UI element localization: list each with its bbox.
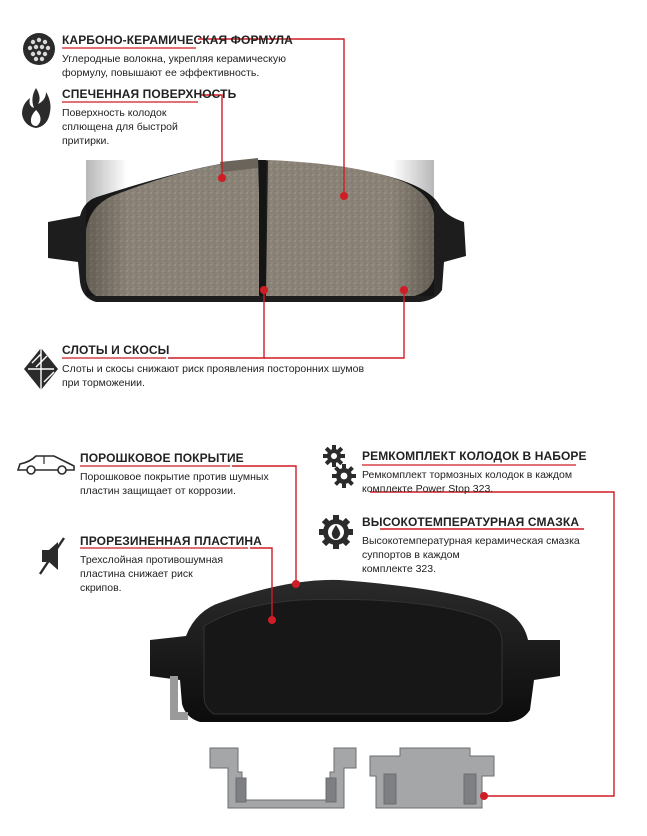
feature-hardware-kit — [362, 449, 587, 496]
feature-title: ПРОРЕЗИНЕННАЯ ПЛАСТИНА — [80, 534, 262, 548]
feature-title: ПОРОШКОВОЕ ПОКРЫТИЕ — [80, 451, 244, 465]
feature-title: СПЕЧЕННАЯ ПОВЕРХНОСТЬ — [62, 87, 237, 101]
feature-description: Высокотемпературная керамическая смазка суппортов в каждом комплекте 323. — [362, 535, 580, 575]
mute-icon — [38, 534, 66, 578]
hardware-clips — [210, 748, 494, 808]
feature-description: Слоты и скосы снижают риск проявления посторонних шумов при торможении. — [62, 363, 365, 389]
feature-high-temp-grease — [362, 515, 580, 576]
feature-title: РЕМКОМПЛЕКТ КОЛОДОК В НАБОРЕ — [362, 449, 587, 463]
gears-icon — [322, 444, 356, 490]
feature-title: СЛОТЫ И СКОСЫ — [62, 343, 170, 357]
feature-sintered-surface — [62, 87, 236, 148]
flame-icon — [20, 86, 52, 130]
feature-title: КАРБОНО-КЕРАМИЧЕСКАЯ ФОРМУЛА — [62, 33, 293, 47]
feature-powder-coating — [80, 451, 269, 498]
feature-slots-chamfers — [62, 343, 364, 390]
feature-description: Углеродные волокна, укрепляя керамическую формулу, повышают ее эффективность. — [62, 53, 286, 79]
oil-gear-icon — [318, 514, 354, 550]
feature-description: Трехслойная противошумная пластина снижает риск скрипов. — [80, 554, 224, 594]
bottom-pad-shim — [204, 599, 502, 714]
feature-carbon-ceramic — [62, 33, 293, 80]
car-outline-icon — [16, 452, 76, 476]
feature-description: Порошковое покрытие против шумных пластин защищает от коррозии. — [80, 471, 269, 497]
feature-description: Ремкомплект тормозных колодок в каждом комплекте Power Stop 323. — [362, 469, 573, 495]
carbon-fiber-ball-icon — [22, 32, 56, 66]
feature-description: Поверхность колодок сплющена для быстрой притирки. — [62, 107, 178, 147]
slots-chamfer-icon — [22, 346, 60, 392]
feature-title: ВЫСОКОТЕМПЕРАТУРНАЯ СМАЗКА — [362, 515, 580, 529]
feature-rubberized-shim — [80, 534, 262, 595]
